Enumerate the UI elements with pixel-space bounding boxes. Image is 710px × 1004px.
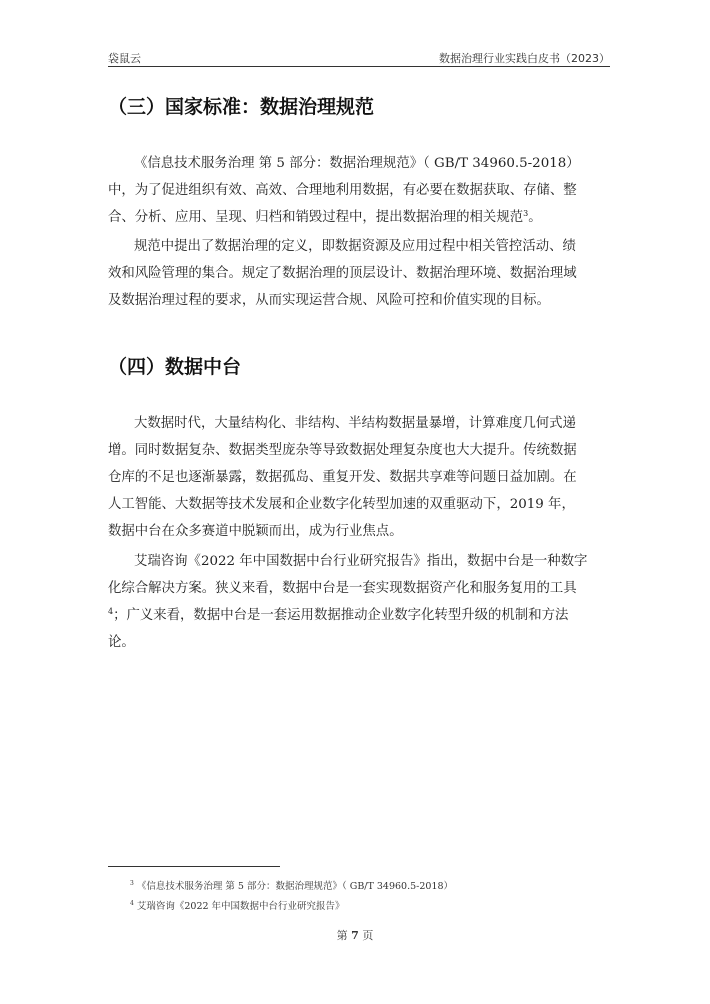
text-line: 增。同时数据复杂、数据类型庞杂等导致数据处理复杂度也大大提升。传统数据 (108, 443, 577, 458)
footnote-number: 4 (130, 899, 134, 907)
text-line: 及数据治理过程的要求，从而实现运营合规、风险可控和价值实现的目标。 (108, 293, 550, 308)
text-line: 化综合解决方案。狭义来看，数据中台是一套实现数据资产化和服务复用的工具 (108, 581, 577, 596)
section-4-title: （四）数据中台 (108, 356, 242, 378)
section-3-paragraph-1 (108, 150, 602, 231)
page-number-value: 7 (351, 929, 359, 942)
header-company: 袋鼠云 (108, 52, 141, 65)
footnote-3 (130, 878, 453, 892)
text-line: 论。 (108, 635, 135, 650)
section-4-paragraph-1 (108, 410, 602, 545)
section-4-paragraph-2 (108, 548, 602, 656)
footnote-ref-4[interactable]: 4 (108, 607, 114, 616)
text-line: 《信息技术服务治理 第 5 部分：数据治理规范》（ GB/T 34960.5-2018） (134, 156, 580, 171)
footnote-number: 3 (130, 879, 134, 887)
footnote-text: 艾瑞咨询《2022 年中国数据中台行业研究报告》 (136, 901, 345, 912)
text-line: 数据中台在众多赛道中脱颖而出，成为行业焦点。 (108, 524, 403, 539)
text-line: 艾瑞咨询《2022 年中国数据中台行业研究报告》指出，数据中台是一种数字 (134, 554, 588, 569)
text-line: 仓库的不足也逐渐暴露，数据孤岛、重复开发、数据共享难等问题日益加剧。在 (108, 470, 577, 485)
footnote-divider (108, 866, 280, 867)
page-number: 第 7 页 (336, 929, 374, 942)
text-line: 大数据时代，大量结构化、非结构、半结构数据量暴增，计算难度几何式递 (134, 416, 576, 431)
text-line: 规范中提出了数据治理的定义，即数据资源及应用过程中相关管控活动、绩 (134, 239, 576, 254)
text-line: $^4$；广义来看，数据中台是一套运用数据推动企业数字化转型升级的机制和方法 (108, 607, 569, 623)
page-header (108, 48, 610, 67)
text-line: 人工智能、大数据等技术发展和企业数字化转型加速的双重驱动下，2019 年， (108, 497, 575, 512)
header-doc-title: 数据治理行业实践白皮书（2023） (439, 52, 610, 65)
footnote-ref-3[interactable]: 3 (523, 209, 529, 218)
section-3-title: （三）国家标准：数据治理规范 (108, 96, 375, 118)
footnote-text: 《信息技术服务治理 第 5 部分：数据治理规范》（ GB/T 34960.5-2018） (136, 881, 454, 892)
footnote-4 (130, 898, 345, 912)
text-line: 效和风险管理的集合。规定了数据治理的顶层设计、数据治理环境、数据治理域 (108, 266, 577, 281)
text-line: 合、分析、应用、呈现、归档和销毁过程中，提出数据治理的相关规范$^3$。 (108, 209, 542, 225)
section-3-paragraph-2 (108, 233, 602, 314)
text-line: 中，为了促进组织有效、高效、合理地利用数据，有必要在数据获取、存储、整 (108, 183, 577, 198)
